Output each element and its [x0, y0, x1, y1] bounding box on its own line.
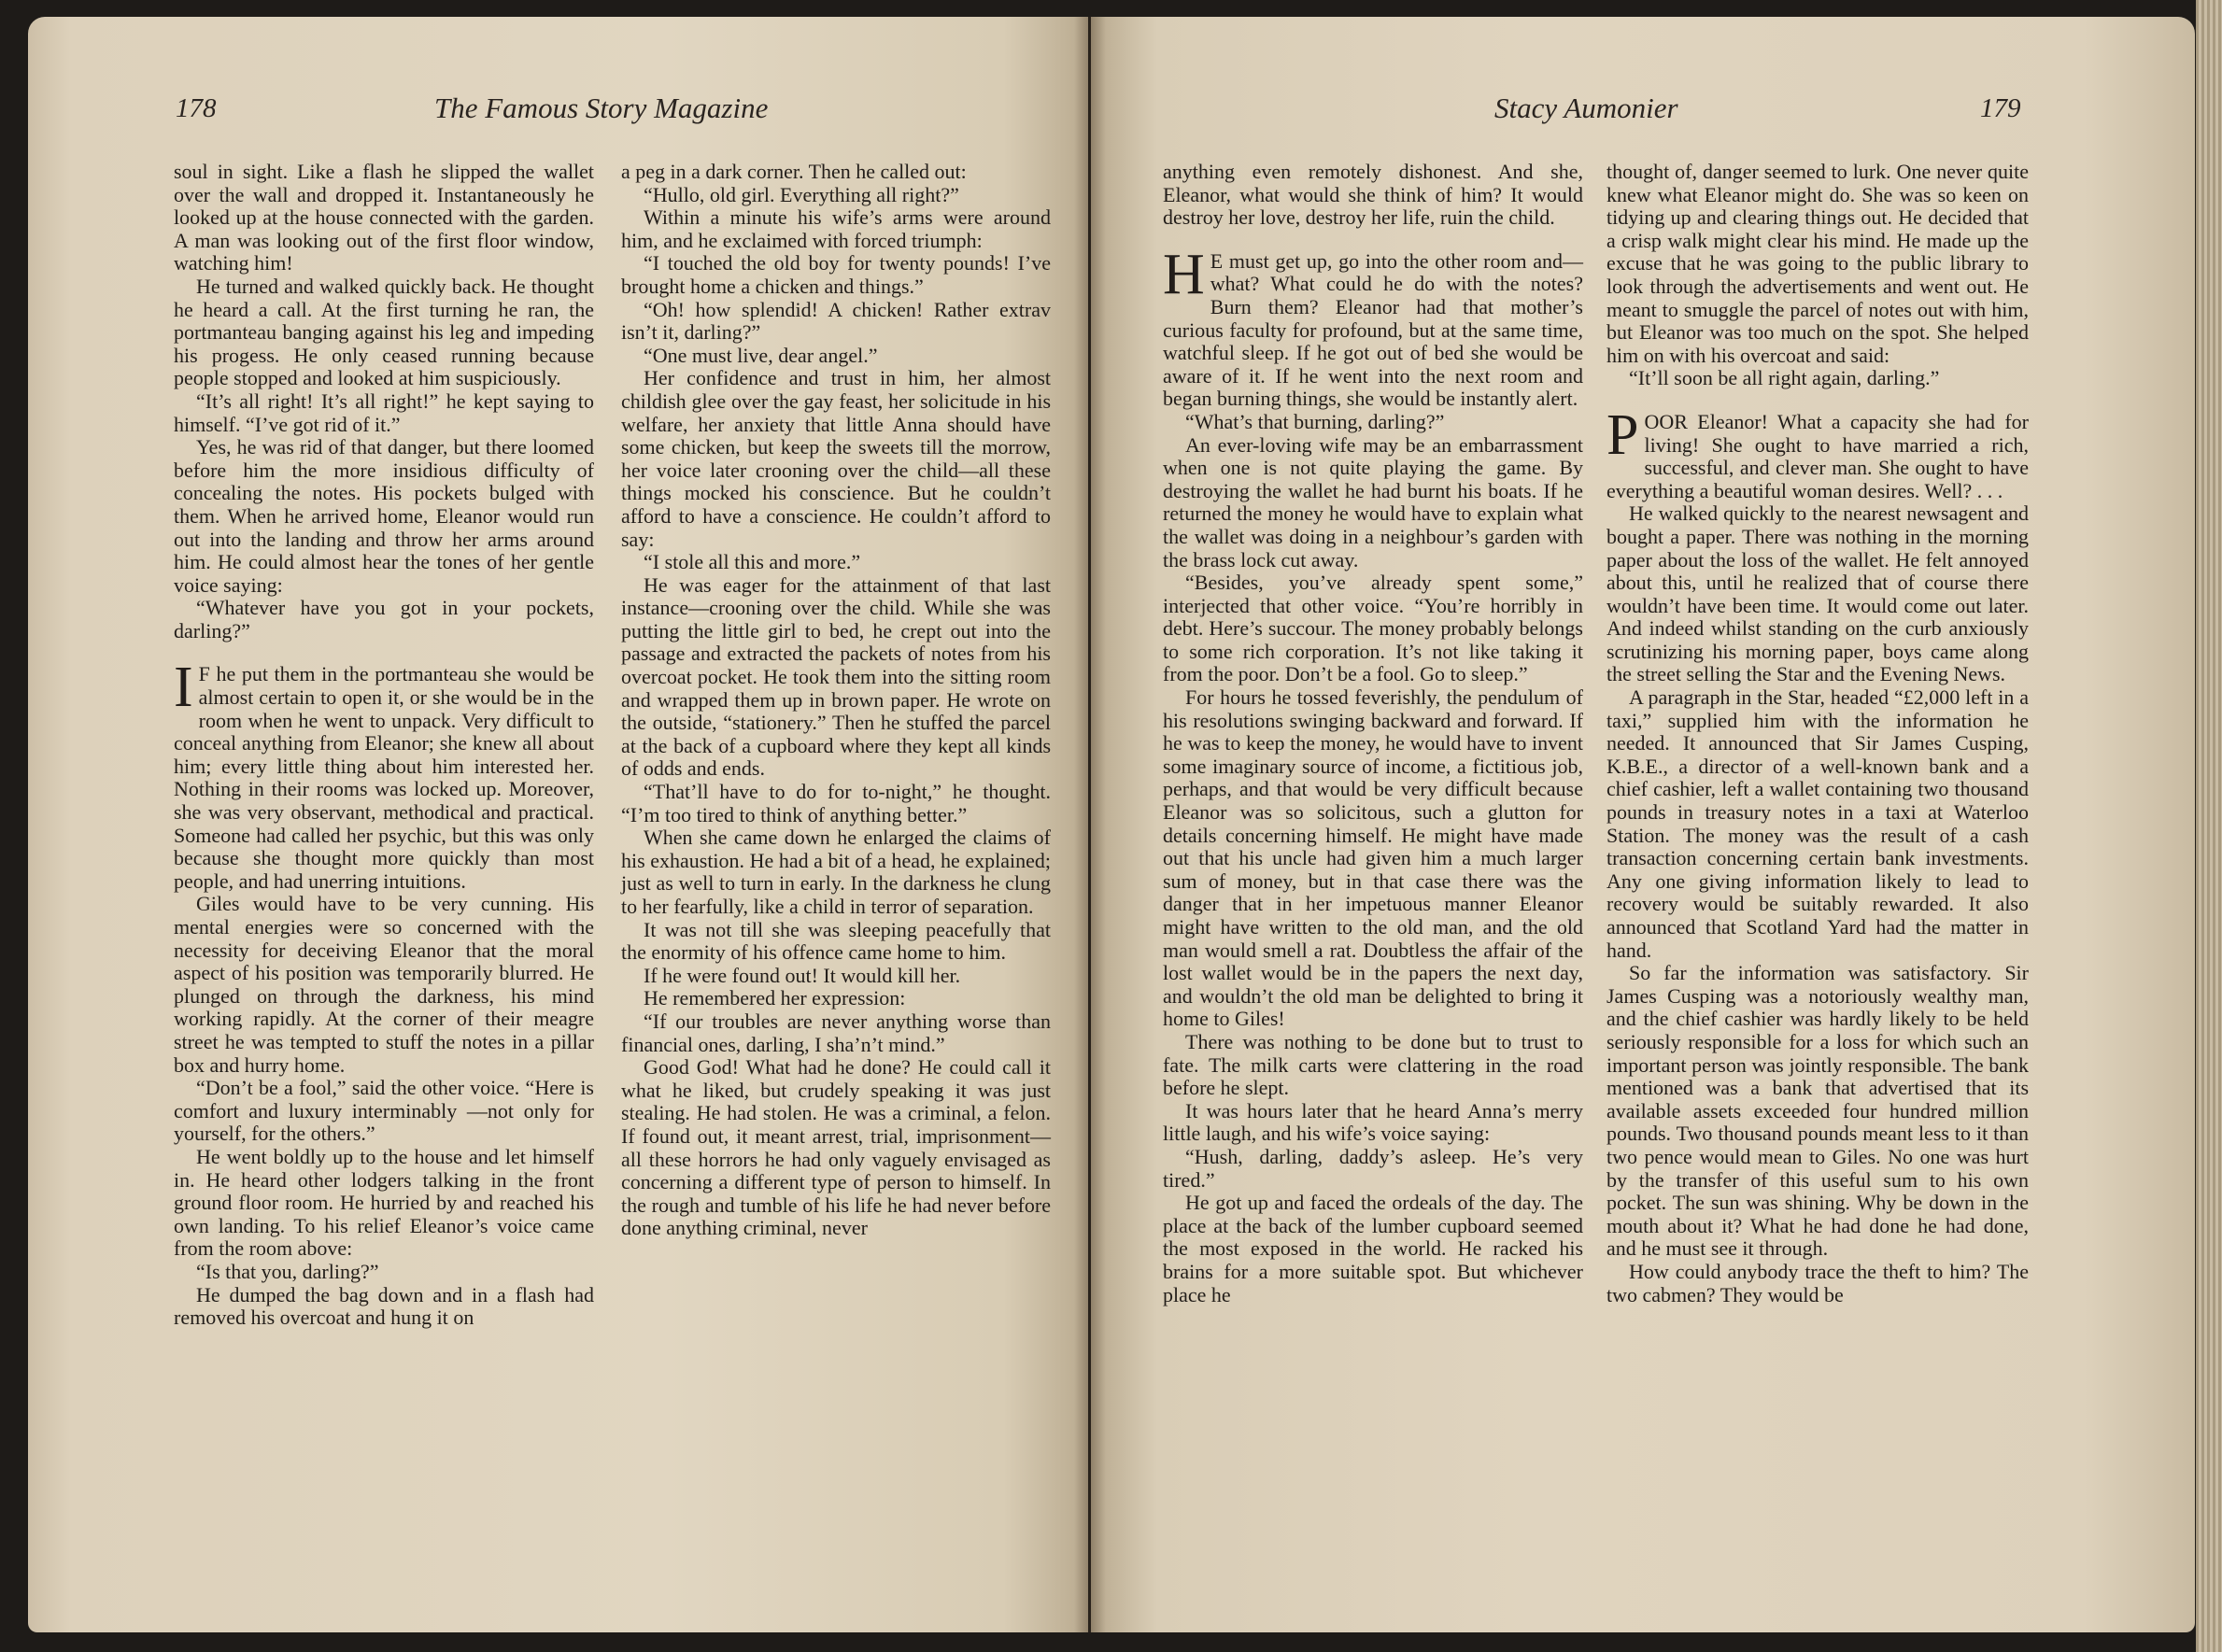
paragraph: “I touched the old boy for twenty pounds! I’ve brought home a chicken and things.”	[621, 251, 1051, 298]
paragraph: He was eager for the attainment of that last instance—crooning over the child. While she was putting the little girl to bed, he crept out into the passage and extracted the packets of notes from his overcoat pocket. He took them into the sitting room and wrapped them up in brown paper. He wrote on the outside, “stationery.” Then he stuffed the parcel at the back of a cupboard where they kept all kinds of odds and ends.	[621, 572, 1051, 781]
text-column-1	[174, 161, 594, 1330]
text-column-3	[1163, 161, 1583, 1306]
paragraph: “Besides, you’ve already spent some,” interjected that other voice. “You’re horribly in debt. Here’s succour. The money probably belongs to some rich corporation. It’s not like taking it from the poor. Don’t be a fool. Go to sleep.”	[1163, 571, 1583, 686]
text-column-2	[621, 161, 1051, 1240]
paragraph: “It’ll soon be all right again, darling.”	[1629, 366, 1940, 390]
paragraph: “Is that you, darling?”	[196, 1259, 379, 1283]
paragraph: anything even remotely dishonest. And she, Eleanor, what would she think of him? It would destroy her love, destroy her life, ruin the child.	[1163, 160, 1583, 230]
right-running-head: Stacy Aumonier	[1494, 92, 1678, 124]
drop-cap: I	[174, 656, 193, 720]
paragraph: soul in sight. Like a flash he slipped the wallet over the wall and dropped it. Instantaneously he looked up at the house connected with the garden. A man was looking out of the first floor window, watching him!	[174, 160, 594, 275]
paragraph: “Oh! how splendid! A chicken! Rather extrav isn’t it, darling?”	[621, 297, 1051, 345]
paragraph-text: E must get up, go into the other room and—what? What could he do with the notes? Burn them? Eleanor had that mother’s curious faculty for profound, but at the same time, watchful sleep. If he got out of bed she would be aware of it. If he went into the next room and began burning things, she would be instantly alert.	[1163, 248, 1583, 411]
paragraph: He remembered her expression:	[644, 986, 906, 1010]
paragraph: He went boldly up to the house and let himself in. He heard other lodgers talking in the front ground floor room. He hurried by and reached his own landing. To his relief Eleanor’s voice came from the room above:	[174, 1144, 594, 1261]
paragraph: He got up and faced the ordeals of the day. The place at the back of the lumber cupboard seemed the most exposed in the world. He racked his brains for a more suitable spot. But whichever place he	[1163, 1191, 1583, 1306]
paragraph: “I stole all this and more.”	[644, 550, 861, 574]
paragraph: a peg in a dark corner. Then he called out:	[621, 160, 967, 183]
paragraph: Within a minute his wife’s arms were around him, and he exclaimed with forced triumph:	[621, 205, 1051, 252]
paragraph: It was hours later that he heard Anna’s merry little laugh, and his wife’s voice saying:	[1163, 1098, 1583, 1146]
paragraph: He dumped the bag down and in a flash had removed his overcoat and hung it on	[174, 1282, 594, 1330]
paragraph: Yes, he was rid of that danger, but there loomed before him the more insidious difficulty of concealing the notes. His pockets bulged with them. When he arrived home, Eleanor would run out into the landing and throw her arms around him. He could almost hear the tones of her gentle voice saying:	[174, 435, 594, 597]
book-gutter	[1074, 17, 1106, 1632]
section-opening-paragraph	[1163, 242, 1583, 411]
paragraph: “Hush, darling, daddy’s asleep. He’s very tired.”	[1163, 1144, 1583, 1192]
paragraph-text: OOR Eleanor! What a capacity she had for living! She ought to have married a rich, successful, and clever man. She ought to have everything a beautiful woman desires. Well? . . .	[1606, 409, 2029, 502]
paragraph: He walked quickly to the nearest newsagent and bought a paper. There was nothing in the morning paper about the loss of the wallet. He felt annoyed about this, until he realized that of course there wouldn’t have been time. It would come out later. And indeed whilst standing on the curb anxiously scrutinizing his morning paper, boys came along the street selling the Star and the Evening News.	[1606, 501, 2029, 686]
paragraph: “Whatever have you got in your pockets, darling?”	[174, 596, 594, 642]
page-edges	[2196, 0, 2222, 1652]
paragraph: When she came down he enlarged the claims of his exhaustion. He had a bit of a head, he explained; just as well to turn in early. In the darkness he clung to her fearfully, like a child in terror of separation.	[621, 826, 1051, 918]
paragraph: An ever-loving wife may be an embarrassment when one is not quite playing the game. By destroying the wallet he had burnt his boats. If he returned the money he would have to explain what the wallet was doing in a neighbour’s garden with the brass lock cut away.	[1163, 432, 1583, 572]
section-opening-paragraph	[174, 656, 594, 893]
paragraph: “One must live, dear angel.”	[644, 343, 878, 367]
paragraph: thought of, danger seemed to lurk. One never quite knew what Eleanor might do. She was so keen on tidying up and clearing things out. He decided that a crisp walk might clear his mind. He made up the excuse that he was going to the public library to look through the advertisements and went out. He meant to smuggle the parcel of notes out with him, but Eleanor was too much on the spot. She helped him on with his overcoat and said:	[1606, 160, 2029, 367]
paragraph: “If our troubles are never anything worse than financial ones, darling, I sha’n’t mind.”	[621, 1009, 1051, 1056]
left-running-head: The Famous Story Magazine	[434, 92, 769, 124]
section-opening-paragraph	[1606, 402, 2029, 502]
paragraph: “Don’t be a fool,” said the other voice. “Here is comfort and luxury interminably —not only for yourself, for the others.”	[174, 1076, 594, 1146]
left-page-number: 178	[176, 93, 217, 123]
paragraph: There was nothing to be done but to trust to fate. The milk carts were clattering in the road before he slept.	[1163, 1029, 1583, 1100]
right-page-number: 179	[1980, 93, 2021, 123]
paragraph: For hours he tossed feverishly, the pendulum of his resolutions swinging backward and forward. If he was to keep the money, he would have to invent some imaginary source of income, a fictitious job, perhaps, and that would be very difficult because Eleanor was so solicitous, such a glutton for details concerning himself. He might have made out that his uncle had given him a much larger sum of money, but in that case there was the danger that in her impetuous manner Eleanor might have written to the old man, and the old man would smell a rat. Doubtless the affair of the lost wallet would be in the papers the next day, and wouldn’t the old man be delighted to bring it home to Giles!	[1163, 685, 1583, 1031]
drop-cap: H	[1163, 242, 1205, 306]
paragraph: “What’s that burning, darling?”	[1185, 409, 1445, 433]
drop-cap: P	[1606, 402, 1639, 467]
paragraph: “Hullo, old girl. Everything all right?”	[644, 182, 959, 206]
paragraph-text: F he put them in the portmanteau she would be almost certain to open it, or she would be in the room when he went to unpack. Very difficult to conceal anything from Eleanor; she knew all about him; every little thing about him interested her. Nothing in their rooms was locked up. Moreover, she was very observant, methodical and practical. Someone had called her psychic, but this was only because she thought more quickly than most people, and had unerring intuitions.	[174, 662, 594, 893]
paragraph: Her confidence and trust in him, her almost childish glee over the gay feast, her solicitude in his welfare, her anxiety that little Anna should have some chicken, but keep the sweets till the morrow, her voice later crooning over the child—all these things mocked his conscience. But he couldn’t afford to have a conscience. He couldn’t afford to say:	[621, 366, 1051, 551]
paragraph: Giles would have to be very cunning. His mental energies were so concerned with the necessity for deceiving Eleanor that the moral aspect of his position was temporarily blurred. He plunged on through the darkness, his mind working rapidly. At the corner of their meagre street he was tempted to stuff the notes in a pillar box and hurry home.	[174, 892, 594, 1077]
paragraph: How could anybody trace the theft to him? The two cabmen? They would be	[1606, 1259, 2029, 1306]
paragraph: It was not till she was sleeping peacefully that the enormity of his offence came home to him.	[621, 917, 1051, 965]
paragraph: “That’ll have to do for to-night,” he thought. “I’m too tired to think of anything better.”	[621, 780, 1051, 826]
paragraph: If he were found out! It would kill her.	[644, 963, 961, 987]
paragraph: A paragraph in the Star, headed “£2,000 left in a taxi,” supplied him with the information he needed. It announced that Sir James Cusping, K.B.E., a director of a well-known bank and a chief cashier, left a wallet containing two thousand pounds in treasury notes in a taxi at Waterloo Station. The money was the result of a cash transaction concerning certain bank investments. Any one giving information likely to lead to recovery would be suitably rewarded. It also announced that Scotland Yard had the matter in hand.	[1606, 685, 2029, 962]
paragraph: He turned and walked quickly back. He thought he heard a call. At the first turning he ran, the portmanteau banging against his leg and impeding his progess. He only ceased running because people stopped and looked at him suspiciously.	[174, 274, 594, 390]
paragraph: Good God! What had he done? He could call it what he liked, but crudely speaking it was just stealing. He had stolen. He was a criminal, a felon. If found out, it meant arrest, trial, imprisonment—all these horrors he had only vaguely envisaged as concerning a different type of person to himself. In the rough and tumble of his life he had never before done anything criminal, never	[621, 1055, 1051, 1240]
text-column-4	[1606, 161, 2029, 1306]
paragraph: “It’s all right! It’s all right!” he kept saying to himself. “I’ve got rid of it.”	[174, 388, 594, 436]
paragraph: So far the information was satisfactory. Sir James Cusping was a notoriously wealthy man, and the chief cashier was hardly likely to be held seriously responsible for a loss for which such an important person was jointly responsible. The bank mentioned was a bank that advertised that its available assets exceeded four hundred million pounds. Two thousand pounds meant less to it than two pence would mean to Giles. No one was hurt by the transfer of this useful sum to his own pocket. The sun was shining. Why be down in the mouth about it? What he had done he had done, and he must see it through.	[1606, 961, 2029, 1261]
